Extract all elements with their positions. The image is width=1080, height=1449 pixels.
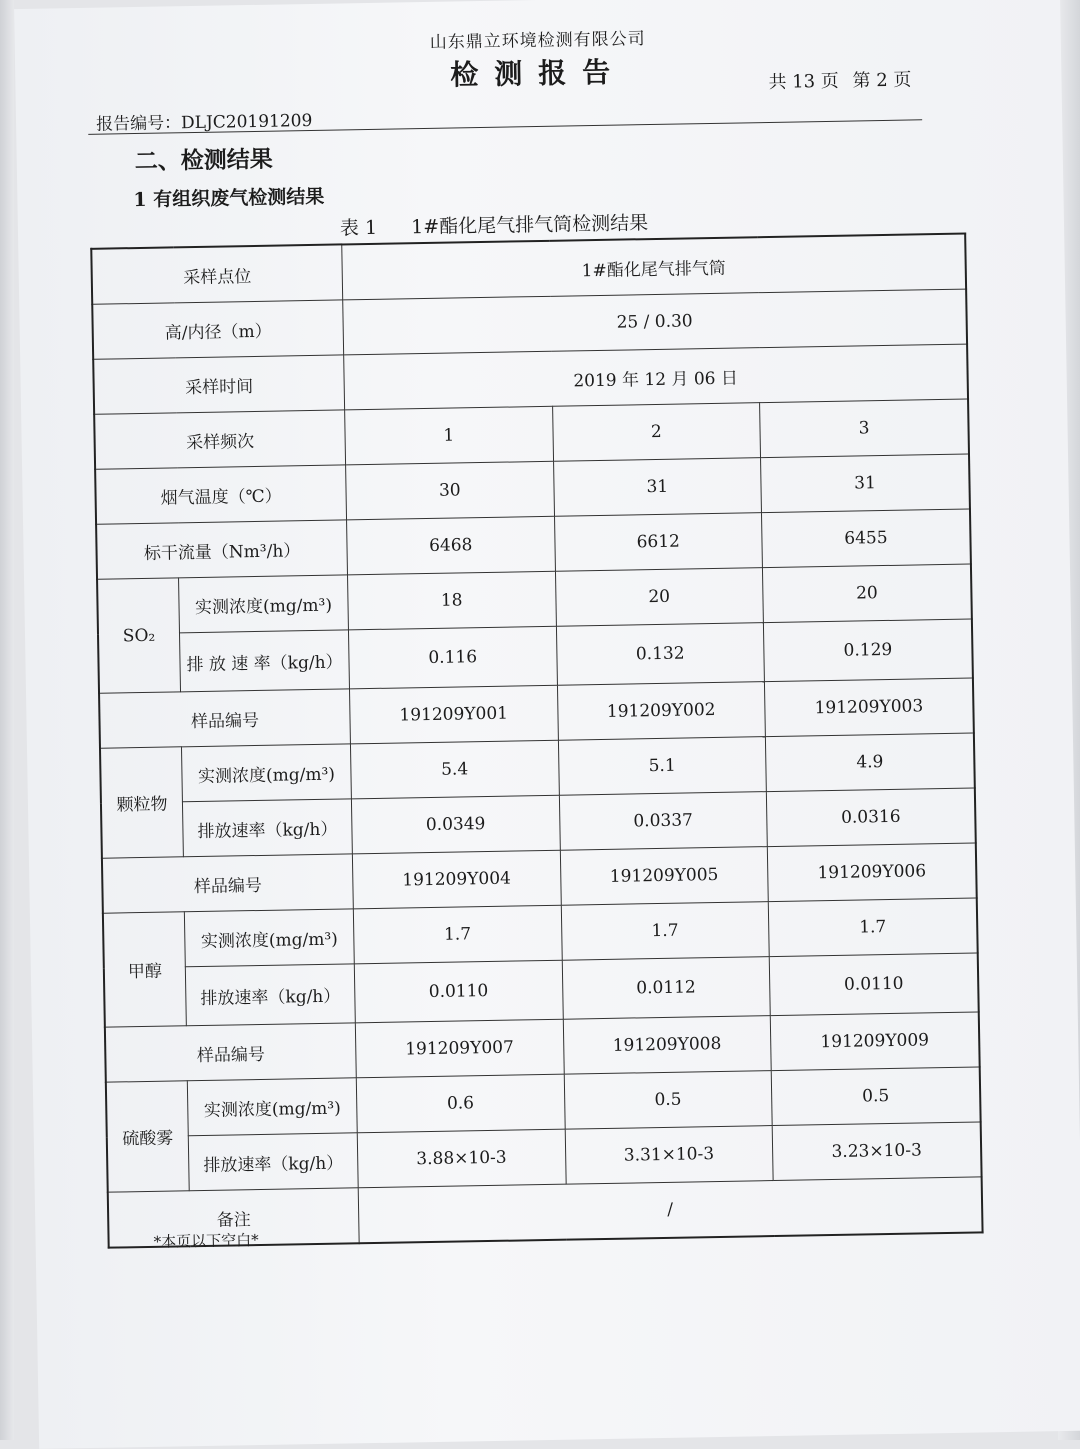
methanol-rate-cell: 0.0112: [562, 957, 771, 1020]
total-pages: 共 13 页: [768, 70, 840, 93]
table-caption: [340, 208, 649, 240]
page-count: [760, 65, 911, 94]
flue-temp-label: 烟气温度（℃）: [95, 465, 346, 524]
sampling-time-value: 2019 年 12 月 06 日: [344, 344, 968, 410]
methanol-sample-cell: 191209Y007: [355, 1019, 563, 1078]
so2-rate-cell: 0.132: [556, 623, 765, 686]
methanol-rate-label: 排放速率（kg/h）: [185, 964, 355, 1026]
so2-rate-cell: 0.129: [763, 619, 972, 682]
sulfuric-mist-rate-cell: 3.88×10-3: [357, 1129, 565, 1188]
report-page: [14, 0, 1080, 1449]
flue-temp-cell: 31: [761, 454, 970, 513]
particulate-rate-cell: 0.0349: [351, 795, 559, 854]
dry-flow-cell: 6612: [554, 513, 762, 572]
particulate-conc-cell: 5.4: [350, 740, 558, 799]
particulate-sample-cell: 191209Y006: [767, 843, 976, 902]
sulfuric-mist-conc-cell: 0.5: [564, 1071, 772, 1130]
methanol-rate-cell: 0.0110: [354, 960, 563, 1023]
remark-value: /: [358, 1177, 982, 1243]
section-title: 二、检测结果: [134, 145, 273, 176]
frequency-cell: 2: [552, 403, 760, 462]
methanol-conc-label: 实测浓度(mg/m³): [184, 909, 354, 967]
methanol-sample-cell: 191209Y009: [770, 1012, 979, 1071]
so2-sample-cell: 191209Y001: [349, 685, 557, 744]
sulfuric-mist-rate-label: 排放速率（kg/h）: [188, 1133, 358, 1191]
report-number: 报告编号：DLJC20191209: [95, 110, 313, 135]
dry-flow-cell: 6455: [762, 509, 971, 568]
document-title: 检测报告: [449, 55, 627, 92]
frequency-cell: 1: [345, 406, 553, 465]
section-subtitle: 1 有组织废气检测结果: [133, 185, 325, 212]
so2-category: SO₂: [97, 578, 180, 693]
methanol-conc-cell: 1.7: [353, 905, 561, 964]
particulate-conc-cell: 5.1: [558, 737, 766, 796]
sulfuric-mist-category: 硫酸雾: [106, 1081, 189, 1192]
methanol-sample-label: 样品编号: [105, 1023, 356, 1082]
so2-sample-label: 样品编号: [99, 689, 350, 748]
methanol-sample-cell: 191209Y008: [563, 1016, 771, 1075]
particulate-sample-label: 样品编号: [102, 854, 353, 913]
dry-flow-cell: 6468: [347, 516, 555, 575]
company-name: 山东鼎立环境检测有限公司: [429, 29, 646, 53]
methanol-rate-cell: 0.0110: [769, 953, 978, 1016]
particulate-sample-cell: 191209Y005: [560, 847, 768, 906]
sampling-point-value: 1#酯化尾气排气筒: [342, 234, 966, 300]
so2-rate-label: 排 放 速 率（kg/h）: [179, 630, 349, 692]
methanol-conc-cell: 1.7: [768, 898, 977, 957]
page-edge-left: [0, 0, 14, 1440]
particulate-sample-cell: 191209Y004: [352, 850, 560, 909]
remark-label: 备注: [108, 1188, 359, 1248]
particulate-rate-cell: 0.0337: [559, 792, 767, 851]
sampling-point-label: 采样点位: [91, 244, 342, 304]
so2-conc-label: 实测浓度(mg/m³): [179, 575, 349, 633]
so2-rate-cell: 0.116: [348, 626, 557, 689]
current-page: 第 2 页: [852, 69, 912, 92]
sulfuric-mist-conc-label: 实测浓度(mg/m³): [187, 1078, 357, 1136]
sulfuric-mist-conc-cell: 0.6: [356, 1074, 564, 1133]
results-table: [90, 233, 983, 1249]
so2-sample-cell: 191209Y003: [764, 678, 973, 737]
frequency-cell: 3: [760, 399, 969, 458]
flue-temp-cell: 30: [346, 461, 554, 520]
sampling-time-label: 采样时间: [93, 355, 344, 414]
particulate-conc-label: 实测浓度(mg/m³): [181, 744, 351, 802]
particulate-rate-cell: 0.0316: [766, 788, 975, 847]
so2-conc-cell: 18: [348, 571, 556, 630]
sulfuric-mist-conc-cell: 0.5: [771, 1067, 980, 1126]
footer-note: *本页以下空白*: [153, 1231, 259, 1251]
particulate-category: 颗粒物: [100, 747, 183, 858]
height-diameter-value: 25 / 0.30: [343, 289, 967, 355]
so2-conc-cell: 20: [555, 568, 763, 627]
so2-sample-cell: 191209Y002: [557, 682, 765, 741]
particulate-conc-cell: 4.9: [765, 733, 974, 792]
methanol-conc-cell: 1.7: [561, 902, 769, 961]
height-diameter-label: 高/内径（m）: [92, 300, 343, 359]
dry-flow-label: 标干流量（Nm³/h）: [96, 520, 347, 579]
flue-temp-cell: 31: [553, 458, 761, 517]
table-title: 1#酯化尾气排气筒检测结果: [410, 212, 649, 239]
particulate-rate-label: 排放速率（kg/h）: [182, 799, 352, 857]
frequency-label: 采样频次: [94, 410, 345, 469]
sulfuric-mist-rate-cell: 3.31×10-3: [565, 1126, 773, 1185]
table-number: 表 1: [339, 216, 378, 240]
methanol-category: 甲醇: [103, 912, 186, 1027]
so2-conc-cell: 20: [763, 564, 972, 623]
sulfuric-mist-rate-cell: 3.23×10-3: [772, 1122, 981, 1181]
